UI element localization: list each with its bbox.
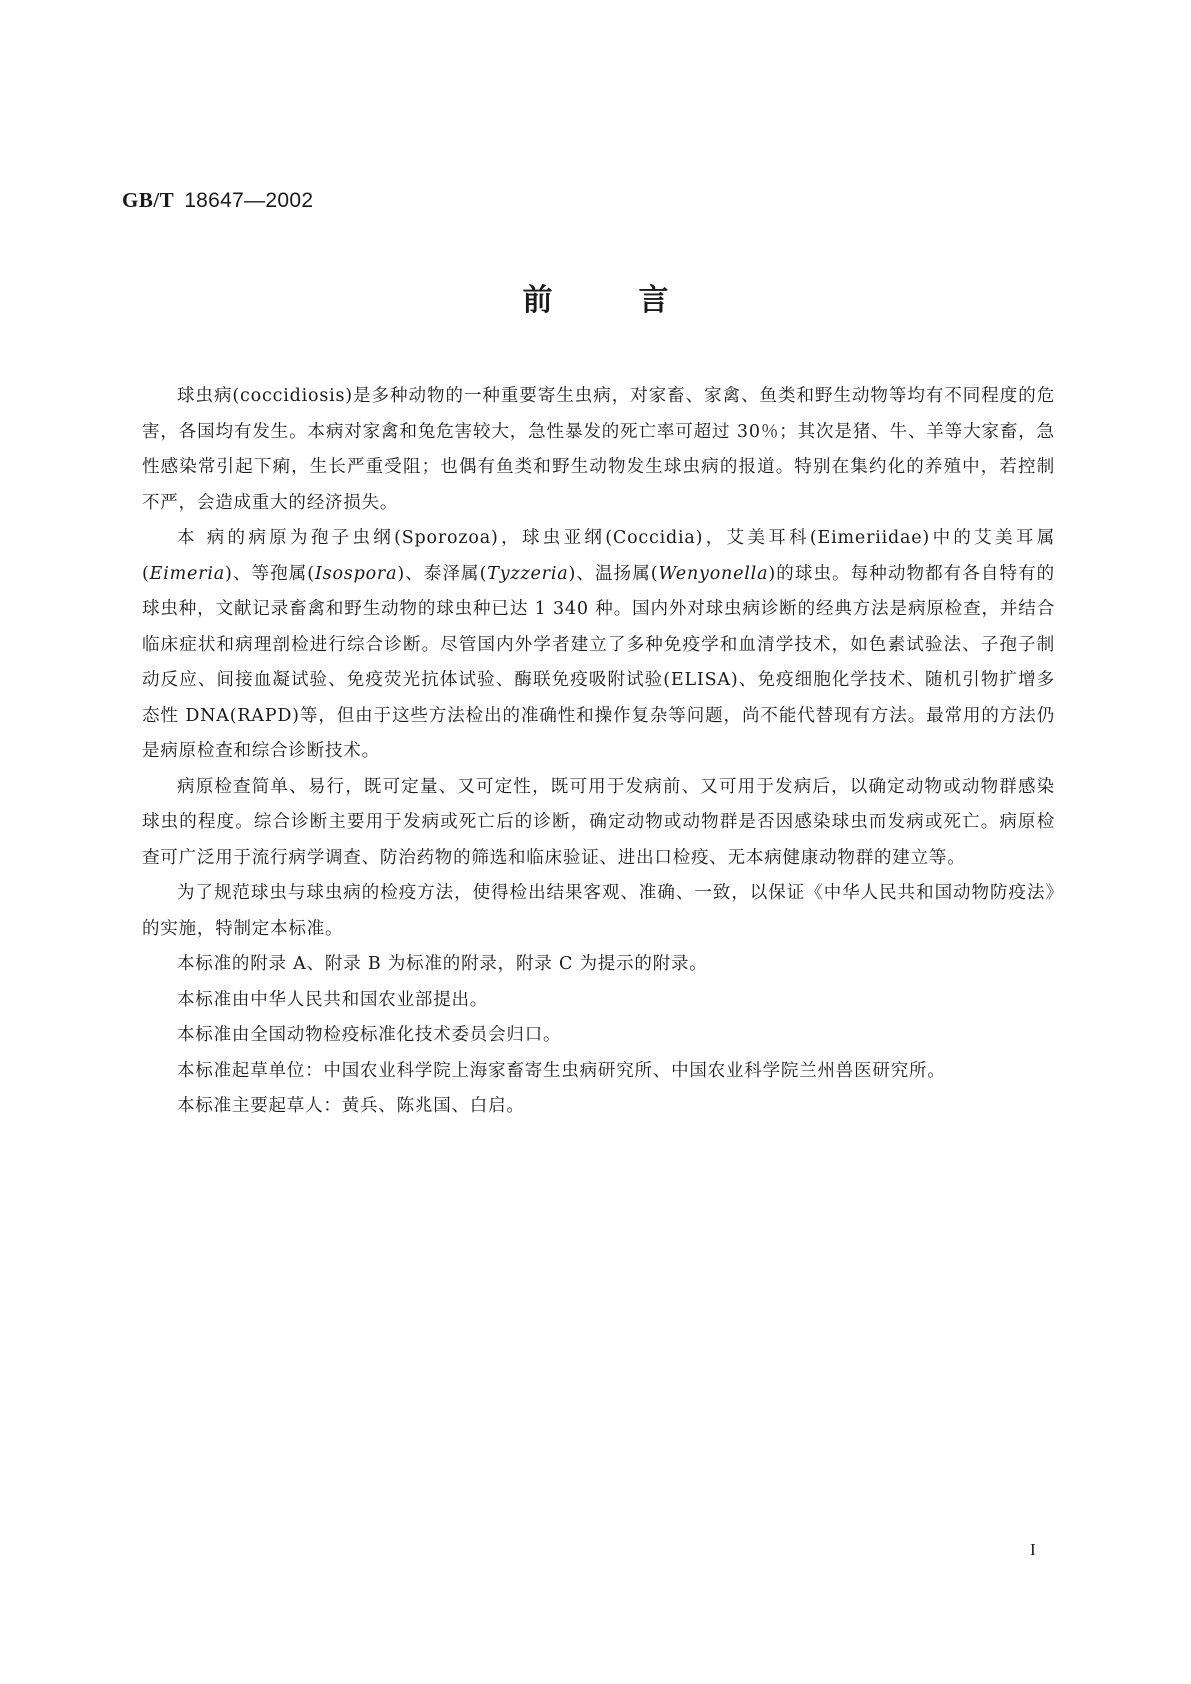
standard-number: 18647—2002 — [184, 189, 314, 212]
paragraph-appendices: 本标准的附录 A、附录 B 为标准的附录，附录 C 为提示的附录。 — [177, 954, 708, 974]
page-title — [0, 283, 1191, 319]
genus-wenyonella: Wenyonella — [658, 563, 769, 584]
title-char-1: 前 — [522, 283, 553, 318]
foreword-body — [142, 379, 1055, 1125]
page-number: I — [1030, 1540, 1036, 1559]
standard-prefix: GB/T — [122, 188, 175, 212]
text-run: )、等孢属( — [224, 563, 315, 584]
text-run: 本 病的病原为孢子虫纲(Sporozoa)，球虫亚纲(Coccidia)，艾美耳科(Eimeriidae)中的艾美耳属( — [142, 528, 1055, 584]
genus-isospora: Isospora — [314, 563, 398, 584]
text-run: )、温扬属( — [568, 563, 659, 584]
genus-tyzzeria: Tyzzeria — [487, 563, 569, 584]
paragraph-pathogen — [142, 521, 1055, 770]
text-run: )、泰泽属( — [397, 563, 488, 584]
paragraph-proposed-by: 本标准由中华人民共和国农业部提出。 — [177, 989, 489, 1010]
standard-code — [122, 188, 313, 213]
paragraph-examination: 病原检查简单、易行，既可定量、又可定性，既可用于发病前、又可用于发病后，以确定动物或动物群感染球虫的程度。综合诊断主要用于发病或死亡后的诊断，确定动物或动物群是否因感染球虫而发病或死亡。病原检查可广泛用于流行病学调查、防治药物的筛选和临床验证、进出口检疫、无本病健康动物群的建立等。 — [142, 776, 1055, 868]
paragraph-background: 球虫病(coccidiosis)是多种动物的一种重要寄生虫病，对家畜、家禽、鱼类和野生动物等均有不同程度的危害，各国均有发生。本病对家禽和兔危害较大，急性暴发的死亡率可超过 30％；其次是猪、牛、羊等大家畜，急性感染常引起下痢，生长严重受阻；也偶有鱼类和野生动物发生球虫病的报道。特别在集约化的养殖中，若控制不严，会造成重大的经济损失。 — [142, 386, 1055, 513]
paragraph-drafting-units: 本标准起草单位：中国农业科学院上海家畜寄生虫病研究所、中国农业科学院兰州兽医研究所。 — [177, 1060, 946, 1081]
paragraph-drafters: 本标准主要起草人：黄兵、陈兆国、白启。 — [177, 1096, 525, 1116]
paragraph-managed-by: 本标准由全国动物检疫标准化技术委员会归口。 — [177, 1025, 562, 1045]
paragraph-purpose: 为了规范球虫与球虫病的检疫方法，使得检出结果客观、准确、一致，以保证《中华人民共和国动物防疫法》的实施，特制定本标准。 — [142, 883, 1055, 939]
text-run: )的球虫。每种动物都有各自特有的球虫种，文献记录畜禽和野生动物的球虫种已达 1 340 种。国内外对球虫病诊断的经典方法是病原检查，并结合临床症状和病理剖检进行综合诊断。尽管国内外学者建立了多种免疫学和血清学技术，如色素试验法、子孢子制动反应、间接血凝试验、免疫荧光抗体试验、酶联免疫吸附试验(ELISA)、免疫细胞化学技术、随机引物扩增多态性 DNA(RAPD)等，但由于这些方法检出的准确性和操作复杂等问题，尚不能代替现有方法。最常用的方法仍是病原检查和综合诊断技术。 — [142, 563, 1055, 761]
title-char-2: 言 — [638, 283, 669, 318]
genus-eimeria: Eimeria — [149, 563, 225, 584]
